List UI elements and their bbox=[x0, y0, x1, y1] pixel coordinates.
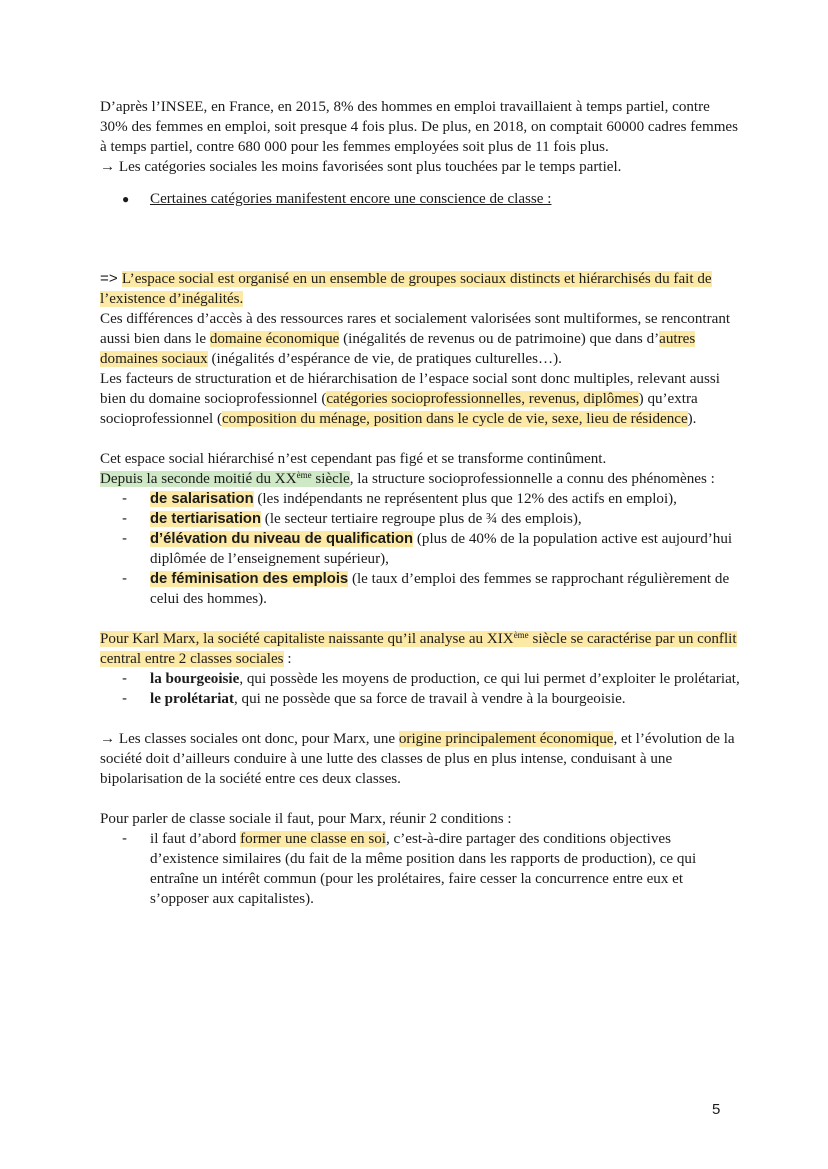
text-run: , et l’évolution de la société doit d’ailleurs conduire à une lutte des classes de plus en plus intense, conduisant à une bipolarisation de la société entre ces deux classes. bbox=[100, 731, 735, 787]
highlight-run: autres domaines sociaux bbox=[100, 331, 696, 367]
text-run: ). bbox=[687, 411, 697, 427]
green-highlight bbox=[100, 471, 350, 487]
list-item-text: , qui possède les moyens de production, ce qui lui permet d’exploiter le prolétariat, bbox=[239, 671, 740, 687]
list-item bbox=[122, 529, 740, 569]
superscript: ème bbox=[296, 470, 312, 480]
highlight-run bbox=[100, 631, 737, 667]
list-item bbox=[122, 509, 740, 529]
document-page bbox=[100, 97, 740, 909]
phenomena-list bbox=[100, 489, 740, 609]
superscript: ème bbox=[513, 630, 529, 640]
list-item-bold: le prolétariat bbox=[150, 691, 234, 707]
classes-list bbox=[100, 669, 740, 709]
list-item-bold: de salarisation bbox=[150, 491, 254, 507]
list-item bbox=[122, 829, 740, 909]
text-run: ) qu’extra socioprofessionnel ( bbox=[100, 391, 698, 427]
thesis-highlight: L’espace social est organisé en un ensemble de groupes sociaux distincts et hiérarchisés du fait de l’existence d’inégalités. bbox=[100, 271, 712, 307]
intro-conclusion-text: Les catégories sociales les moins favorisées sont plus touchées par le temps partiel. bbox=[115, 159, 622, 175]
highlight-run: origine principalement économique bbox=[398, 731, 614, 747]
highlight-run: catégories socioprofessionnelles, revenus, diplômes bbox=[326, 391, 639, 407]
list-item-text: (plus de 40% de la population active est aujourd’hui diplômée de l’enseignement supérieur), bbox=[150, 531, 733, 567]
list-item bbox=[122, 489, 740, 509]
section4-paragraph bbox=[100, 729, 740, 789]
list-item-bold: de féminisation des emplois bbox=[150, 571, 349, 587]
intro-conclusion bbox=[100, 157, 740, 177]
highlight-run: composition du ménage, position dans le cycle de vie, sexe, lieu de résidence bbox=[221, 411, 688, 427]
dash-marker: - bbox=[122, 510, 128, 527]
text-run: (inégalités de revenus ou de patrimoine) que dans d’ bbox=[339, 331, 660, 347]
section3-marx-intro bbox=[100, 629, 740, 669]
conditions-list bbox=[100, 829, 740, 909]
text-run: Depuis la seconde moitié du XX bbox=[100, 471, 297, 487]
dash-marker: - bbox=[122, 670, 128, 687]
arrow-glyph: → bbox=[100, 731, 116, 747]
text-run: Pour Karl Marx, la société capitaliste naissante qu’il analyse au XIX bbox=[100, 631, 514, 647]
text-run: Les classes sociales ont donc, pour Marx, une bbox=[115, 731, 399, 747]
dash-marker: - bbox=[122, 570, 128, 587]
list-item bbox=[122, 669, 740, 689]
section2-paragraph-1: Cet espace social hiérarchisé n’est cependant pas figé et se transforme continûment. bbox=[100, 451, 607, 467]
arrow-glyph: → bbox=[100, 159, 116, 175]
list-item-text: (le taux d’emploi des femmes se rapprochant régulièrement de celui des hommes). bbox=[150, 571, 730, 607]
section1-paragraph-2 bbox=[100, 309, 740, 369]
dash-marker: - bbox=[122, 490, 128, 507]
thesis-prefix: => bbox=[100, 270, 122, 287]
section5-paragraph: Pour parler de classe sociale il faut, pour Marx, réunir 2 conditions : bbox=[100, 811, 512, 827]
text-run: Les facteurs de structuration et de hiérarchisation de l’espace social sont donc multiples, relevant aussi bien du domaine socioprofessionnel ( bbox=[100, 371, 720, 407]
page-number: 5 bbox=[712, 1101, 721, 1118]
text-run: (inégalités d’espérance de vie, de pratiques culturelles…). bbox=[207, 351, 562, 367]
list-item bbox=[122, 689, 740, 709]
text-run: Ces différences d’accès à des ressources rares et socialement valorisées sont multiformes, se rencontrant aussi bien dans le bbox=[100, 311, 731, 347]
list-item bbox=[122, 569, 740, 609]
dash-marker: - bbox=[122, 830, 128, 847]
text-run: : bbox=[283, 651, 292, 667]
text-run: , la structure socioprofessionnelle a connu des phénomènes : bbox=[349, 471, 715, 487]
section1-paragraph-3 bbox=[100, 369, 740, 429]
highlight-run: former une classe en soi bbox=[240, 831, 386, 847]
list-item-bold: de tertiarisation bbox=[150, 511, 262, 527]
text-run: il faut d’abord bbox=[150, 831, 241, 847]
text-run: siècle se caractérise par un conflit central entre 2 classes sociales bbox=[100, 631, 737, 667]
dash-marker: - bbox=[122, 530, 128, 547]
section2-paragraph-2 bbox=[100, 469, 740, 489]
list-item-bold: la bourgeoisie bbox=[150, 671, 240, 687]
bullet-heading-text: Certaines catégories manifestent encore une conscience de classe : bbox=[150, 191, 552, 207]
list-item-text: (le secteur tertiaire regroupe plus de ¾ des emplois), bbox=[261, 511, 582, 527]
list-item-text: , qui ne possède que sa force de travail à vendre à la bourgeoisie. bbox=[233, 691, 626, 707]
highlight-run: domaine économique bbox=[209, 331, 340, 347]
bullet-heading bbox=[122, 189, 740, 209]
list-item-bold: d’élévation du niveau de qualification bbox=[150, 531, 414, 547]
intro-paragraph: D’après l’INSEE, en France, en 2015, 8% des hommes en emploi travaillaient à temps partiel, contre 30% des femmes en emploi, soit presque 4 fois plus. De plus, en 2018, on comptait 60000 cadres femmes à temps partiel, contre 680 000 pour les femmes employées soit plus de 11 fois plus. bbox=[100, 99, 739, 155]
list-item-text: (les indépendants ne représentent plus que 12% des actifs en emploi), bbox=[253, 491, 677, 507]
text-run: siècle bbox=[311, 471, 350, 487]
bullet-dot-icon: ● bbox=[122, 192, 130, 206]
section1-thesis bbox=[100, 269, 740, 309]
dash-marker: - bbox=[122, 690, 128, 707]
text-run: , c’est-à-dire partager des conditions objectives d’existence similaires (du fait de la même position dans les rapports de production), ce qui entraîne un intérêt commun (pour les prolétaires, faire cesser la concurrence entre eux et s’opposer aux capitalistes). bbox=[150, 831, 697, 907]
